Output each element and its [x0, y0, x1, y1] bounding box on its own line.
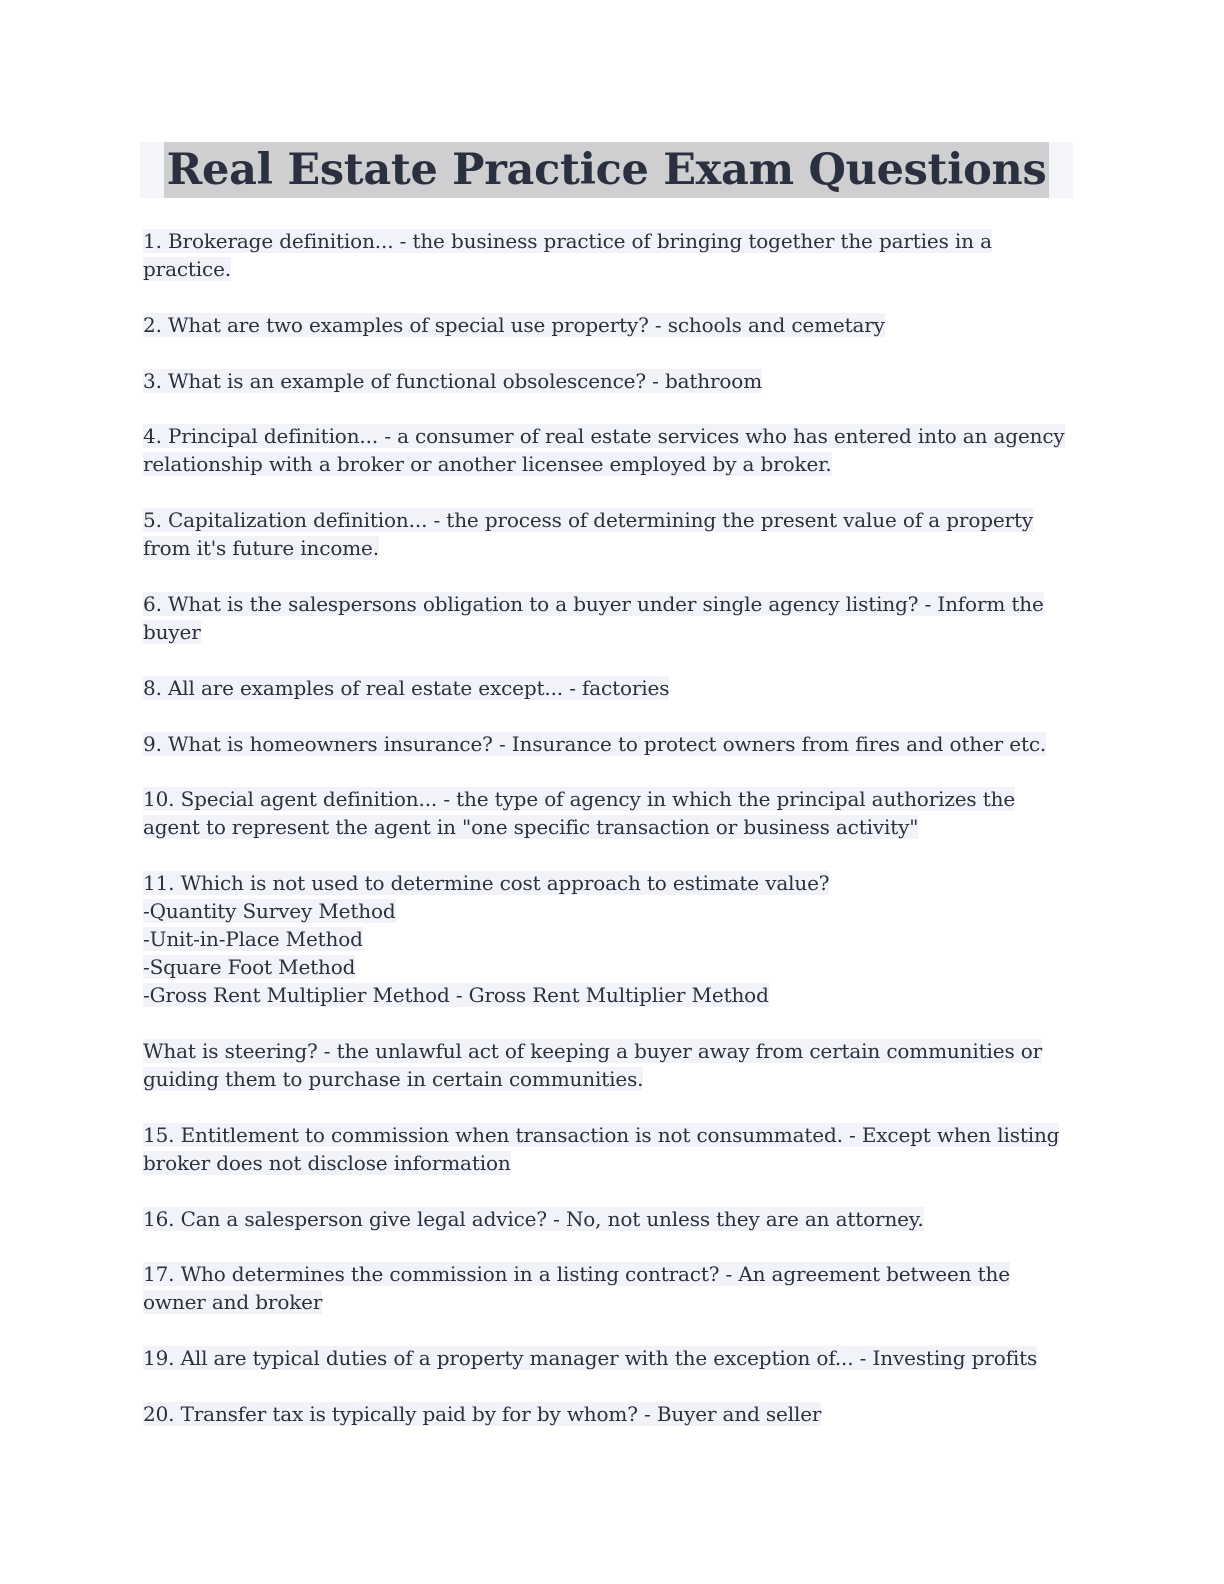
question-line-text: -Gross Rent Multiplier Method - Gross Rent Multiplier Method: [143, 983, 769, 1008]
question-line: [143, 925, 1078, 953]
question-line: [143, 674, 1078, 702]
document-title: Real Estate Practice Exam Questions: [164, 142, 1050, 198]
question-line: [143, 590, 1078, 618]
question-line-text: 15. Entitlement to commission when transaction is not consummated. - Except when listing: [143, 1122, 1060, 1147]
question-item: [143, 311, 1078, 339]
question-item: [143, 785, 1078, 841]
question-line-text: 17. Who determines the commission in a listing contract? - An agreement between the: [143, 1262, 1010, 1287]
question-line: [143, 1288, 1078, 1316]
question-item: [143, 506, 1078, 562]
question-line: [143, 1065, 1078, 1093]
question-line-text: relationship with a broker or another licensee employed by a broker.: [143, 452, 832, 477]
question-line-text: 3. What is an example of functional obsolescence? - bathroom: [143, 368, 763, 393]
question-item: [143, 1037, 1078, 1093]
question-line: [143, 1400, 1078, 1428]
question-line: [143, 367, 1078, 395]
question-line: [143, 813, 1078, 841]
question-item: [143, 1260, 1078, 1316]
question-line: [143, 1205, 1078, 1233]
question-line: [143, 1149, 1078, 1177]
question-line-text: 9. What is homeowners insurance? - Insurance to protect owners from fires and other etc.: [143, 731, 1047, 756]
question-item: [143, 590, 1078, 646]
question-list: [143, 227, 1078, 1456]
question-line: [143, 450, 1078, 478]
question-line-text: agent to represent the agent in "one specific transaction or business activity": [143, 815, 919, 840]
question-item: [143, 869, 1078, 1009]
question-line-text: 2. What are two examples of special use property? - schools and cemetary: [143, 312, 885, 337]
question-line: [143, 1037, 1078, 1065]
question-item: [143, 1344, 1078, 1372]
question-line: [143, 1260, 1078, 1288]
question-line-text: buyer: [143, 619, 201, 644]
question-line-text: 4. Principal definition... - a consumer of real estate services who has entered into an agency: [143, 424, 1065, 449]
question-item: [143, 674, 1078, 702]
question-line: [143, 730, 1078, 758]
question-line-text: What is steering? - the unlawful act of keeping a buyer away from certain communities or: [143, 1038, 1043, 1063]
question-line: [143, 785, 1078, 813]
question-item: [143, 730, 1078, 758]
question-line: [143, 311, 1078, 339]
question-line: [143, 422, 1078, 450]
question-line: [143, 981, 1078, 1009]
question-item: [143, 1205, 1078, 1233]
question-line-text: 5. Capitalization definition... - the process of determining the present value of a property: [143, 508, 1033, 533]
question-line-text: -Unit-in-Place Method: [143, 927, 363, 952]
question-item: [143, 1400, 1078, 1428]
question-line: [143, 953, 1078, 981]
question-line-text: 8. All are examples of real estate except... - factories: [143, 675, 670, 700]
question-line: [143, 227, 1078, 255]
question-item: [143, 1121, 1078, 1177]
question-item: [143, 367, 1078, 395]
question-item: [143, 422, 1078, 478]
question-line-text: 11. Which is not used to determine cost approach to estimate value?: [143, 871, 830, 896]
question-line: [143, 1344, 1078, 1372]
question-line-text: 16. Can a salesperson give legal advice? - No, not unless they are an attorney.: [143, 1206, 924, 1231]
question-line: [143, 897, 1078, 925]
question-line-text: 10. Special agent definition... - the type of agency in which the principal authorizes the: [143, 787, 1016, 812]
question-line: [143, 534, 1078, 562]
question-line-text: 1. Brokerage definition... - the business practice of bringing together the parties in a: [143, 229, 992, 253]
question-line-text: broker does not disclose information: [143, 1150, 511, 1175]
question-line: [143, 255, 1078, 283]
question-line-text: 19. All are typical duties of a property manager with the exception of... - Investing profits: [143, 1346, 1038, 1371]
question-line-text: -Quantity Survey Method: [143, 899, 396, 924]
question-item: [143, 227, 1078, 283]
question-line: [143, 869, 1078, 897]
question-line-text: 6. What is the salespersons obligation to a buyer under single agency listing? - Inform the: [143, 591, 1044, 616]
question-line: [143, 618, 1078, 646]
question-line-text: owner and broker: [143, 1290, 323, 1315]
question-line: [143, 506, 1078, 534]
title-band: [140, 142, 1073, 198]
question-line-text: practice.: [143, 257, 231, 281]
question-line-text: 20. Transfer tax is typically paid by for by whom? - Buyer and seller: [143, 1401, 822, 1426]
question-line: [143, 1121, 1078, 1149]
question-line-text: from it's future income.: [143, 536, 379, 561]
question-line-text: -Square Foot Method: [143, 955, 356, 980]
question-line-text: guiding them to purchase in certain communities.: [143, 1066, 644, 1091]
